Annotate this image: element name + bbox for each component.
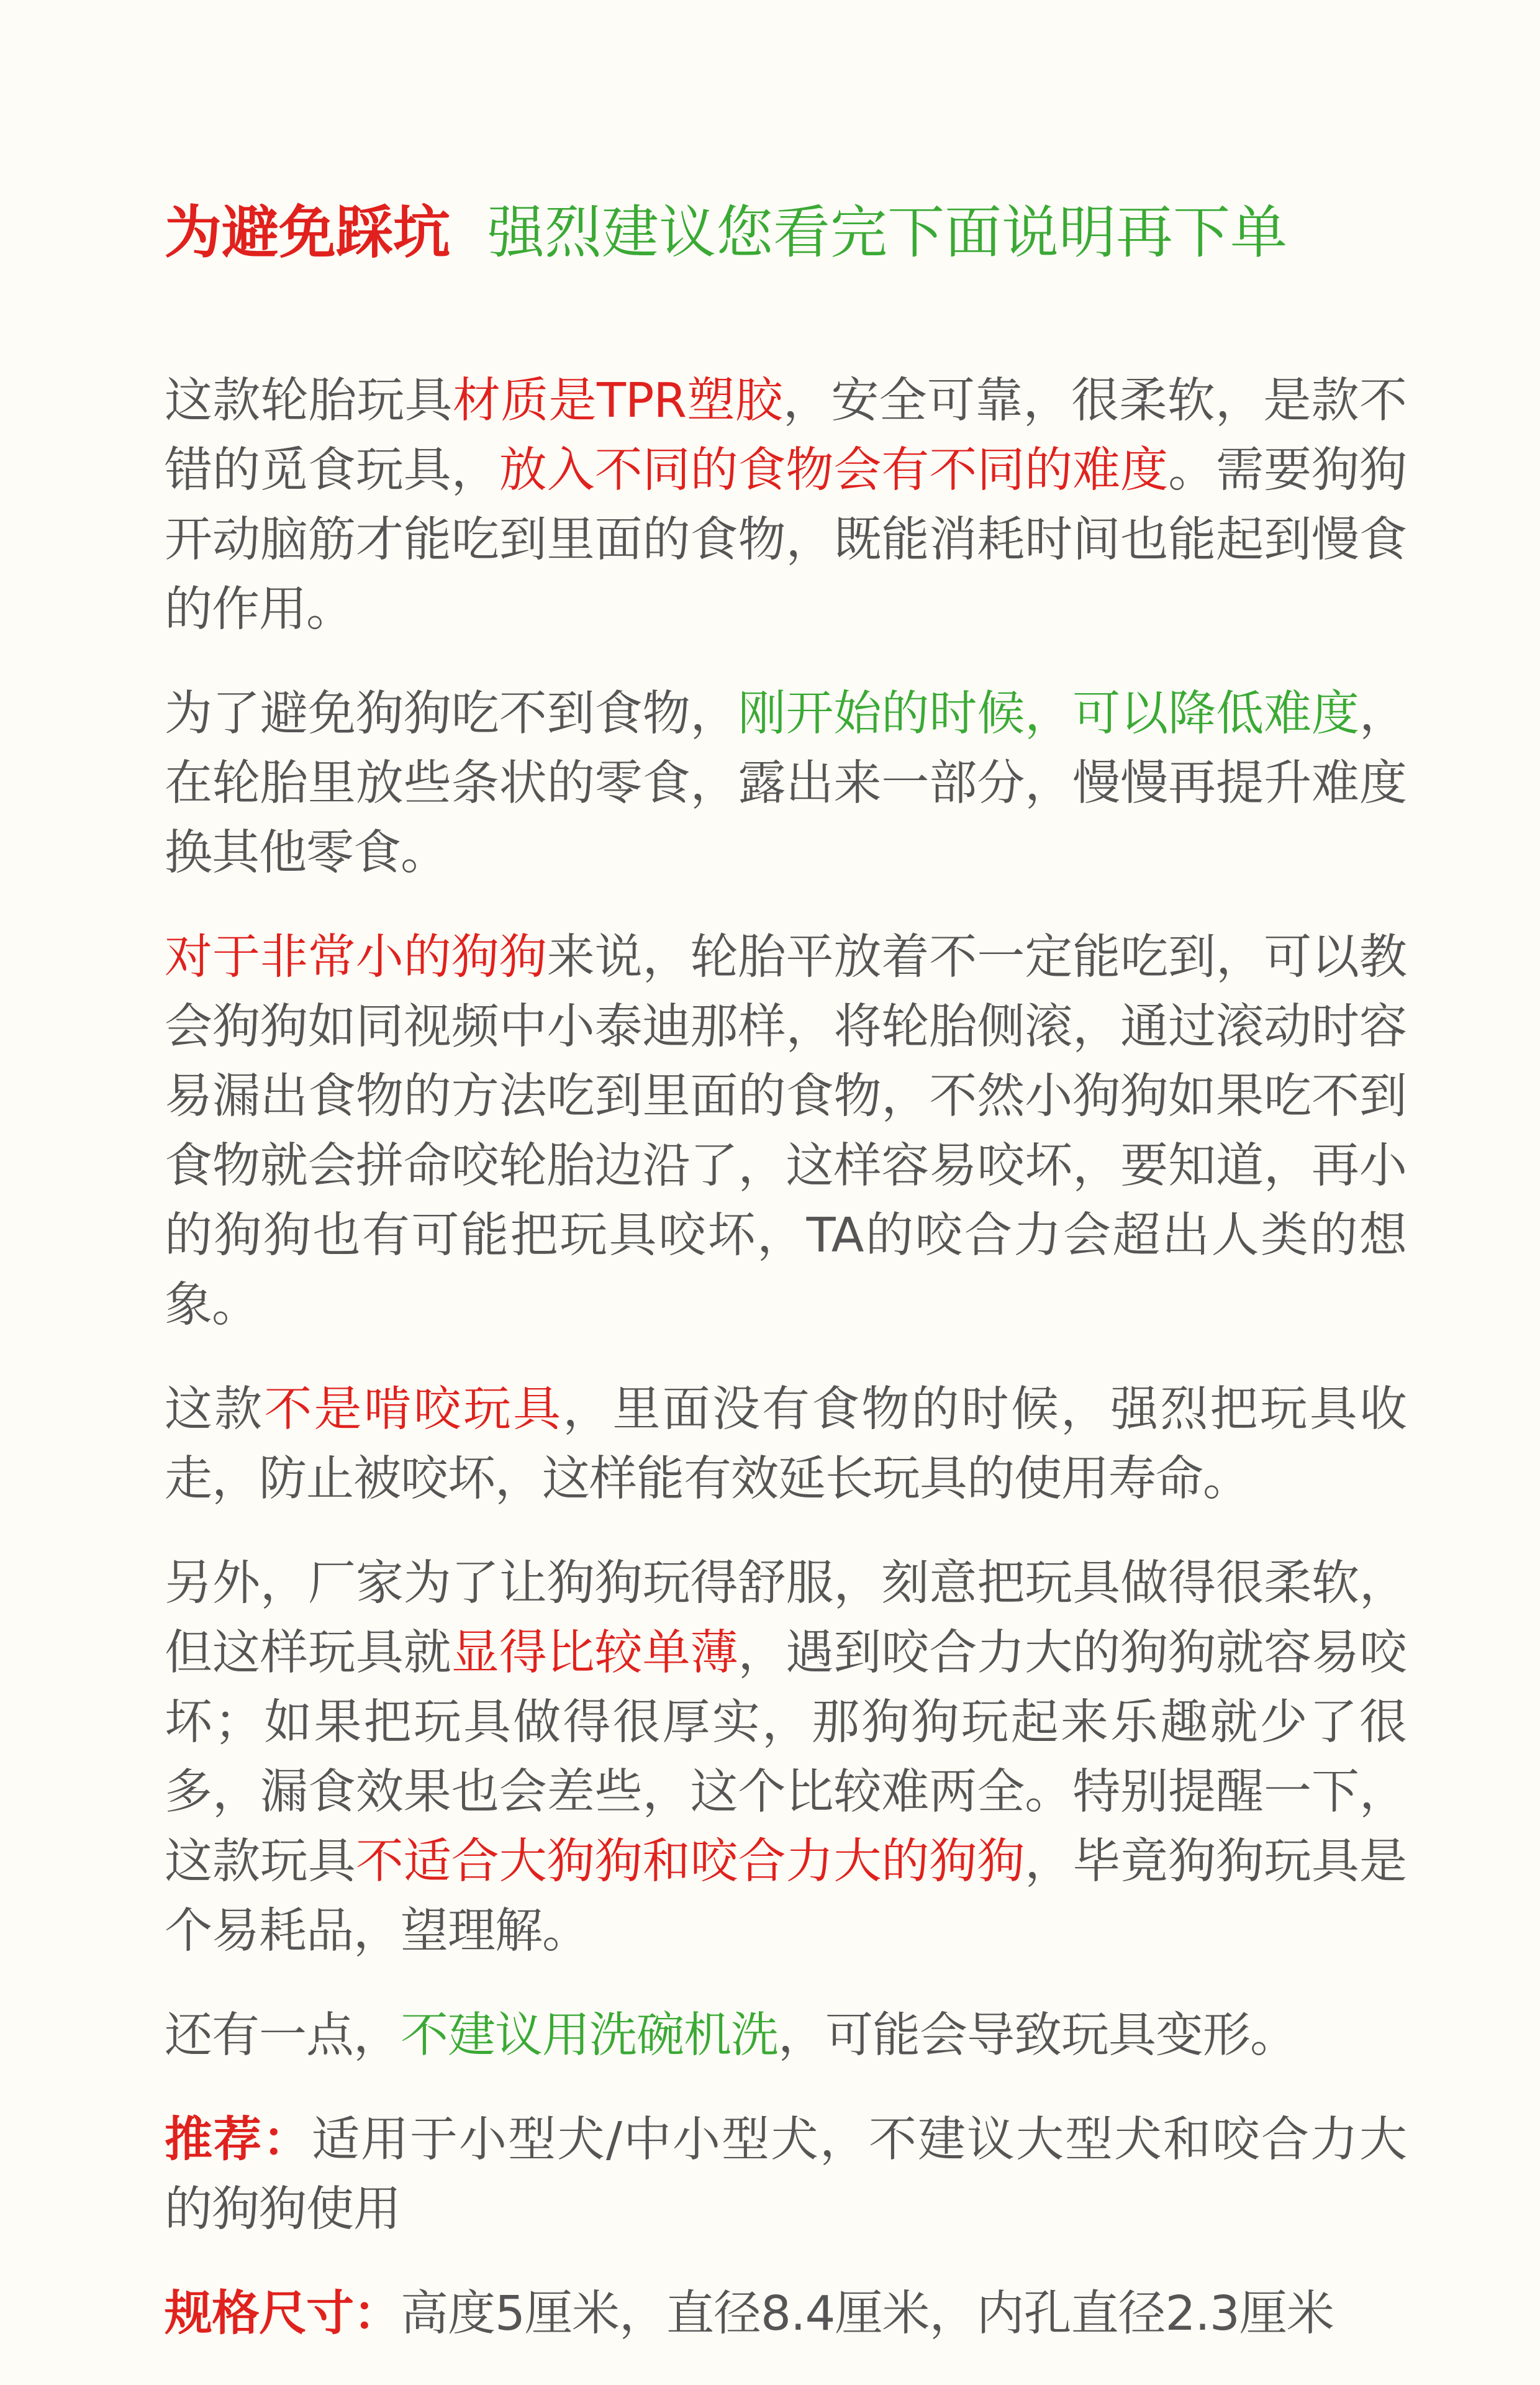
highlight-no-dishwasher: 不建议用洗碗机洗	[401, 2008, 778, 2064]
highlight-not-chew-toy: 不是啃咬玩具	[264, 1382, 563, 1438]
paragraph-recommendation	[165, 2106, 1406, 2245]
highlight-not-for-large-dogs: 不适合大狗狗和咬合力大的狗狗	[355, 1834, 1025, 1890]
recommend-label: 推荐：	[165, 2112, 312, 2168]
paragraph-durability	[165, 1549, 1406, 1966]
highlight-material: 材质是TPR塑胶	[453, 373, 783, 429]
text-segment: 这款	[165, 1382, 265, 1438]
highlight-thin: 显得比较单薄	[451, 1625, 738, 1681]
paragraph-dishwasher	[165, 2001, 1406, 2071]
paragraph-small-dogs	[165, 923, 1406, 1340]
highlight-lower-difficulty: 刚开始的时候，可以降低难度	[738, 686, 1360, 742]
paragraph-specifications	[165, 2279, 1406, 2349]
text-segment: 。需要狗狗开动脑筋才能吃到里面的食物，既能消耗时间也能起到慢食的作用。	[165, 443, 1407, 638]
spec-label: 规格尺寸：	[165, 2286, 401, 2342]
paragraph-material	[165, 366, 1406, 645]
spec-value: 高度5厘米，直径8.4厘米，内孔直径2.3厘米	[401, 2286, 1334, 2342]
highlight-small-dogs: 对于非常小的狗狗	[165, 930, 547, 986]
text-segment: 另外，厂家为了让狗狗玩得舒服，刻意把玩具做得很柔软，但这样玩具就	[165, 1556, 1406, 1681]
text-segment: 还有一点，	[165, 2008, 401, 2064]
text-segment: ，安全可靠，很柔软，是款不错的觅食玩具，	[165, 373, 1407, 499]
text-segment: ，在轮胎里放些条状的零食，露出来一部分，慢慢再提升难度换其他零食。	[165, 686, 1407, 881]
text-segment: 为了避免狗狗吃不到食物，	[165, 686, 738, 742]
headline-warning: 为避免踩坑	[165, 199, 451, 266]
text-segment: 来说，轮胎平放着不一定能吃到，可以教会狗狗如同视频中小泰迪那样，将轮胎侧滚，通过滚动时容易漏出食物的方法吃到里面的食物，不然小狗狗如果吃不到食物就会拼命咬轮胎边沿了，这样容易咬坏，要知道，再小的狗狗也有可能把玩具咬坏，TA的咬合力会超出人类的想象。	[165, 930, 1407, 1333]
text-segment: ，毕竟狗狗玩具是个易耗品，望理解。	[165, 1834, 1407, 1960]
headline-advice: 强烈建议您看完下面说明再下单	[487, 199, 1288, 266]
text-segment: ，遇到咬合力大的狗狗就容易咬坏；如果把玩具做得很厚实，那狗狗玩起来乐趣就少了很多，漏食效果也会差些，这个比较难两全。特别提醒一下，这款玩具	[165, 1625, 1407, 1890]
recommend-value: 适用于小型犬/中小型犬，不建议大型犬和咬合力大的狗狗使用	[165, 2112, 1406, 2238]
paragraph-not-chew-toy	[165, 1375, 1406, 1514]
text-segment: ，里面没有食物的时候，强烈把玩具收走，防止被咬坏，这样能有效延长玩具的使用寿命。	[165, 1382, 1407, 1507]
highlight-difficulty: 放入不同的食物会有不同的难度	[499, 443, 1169, 499]
text-segment: 这款轮胎玩具	[165, 373, 453, 429]
page-title	[165, 199, 1406, 267]
text-segment: ，可能会导致玩具变形。	[778, 2008, 1297, 2064]
paragraph-difficulty-tip	[165, 679, 1406, 888]
